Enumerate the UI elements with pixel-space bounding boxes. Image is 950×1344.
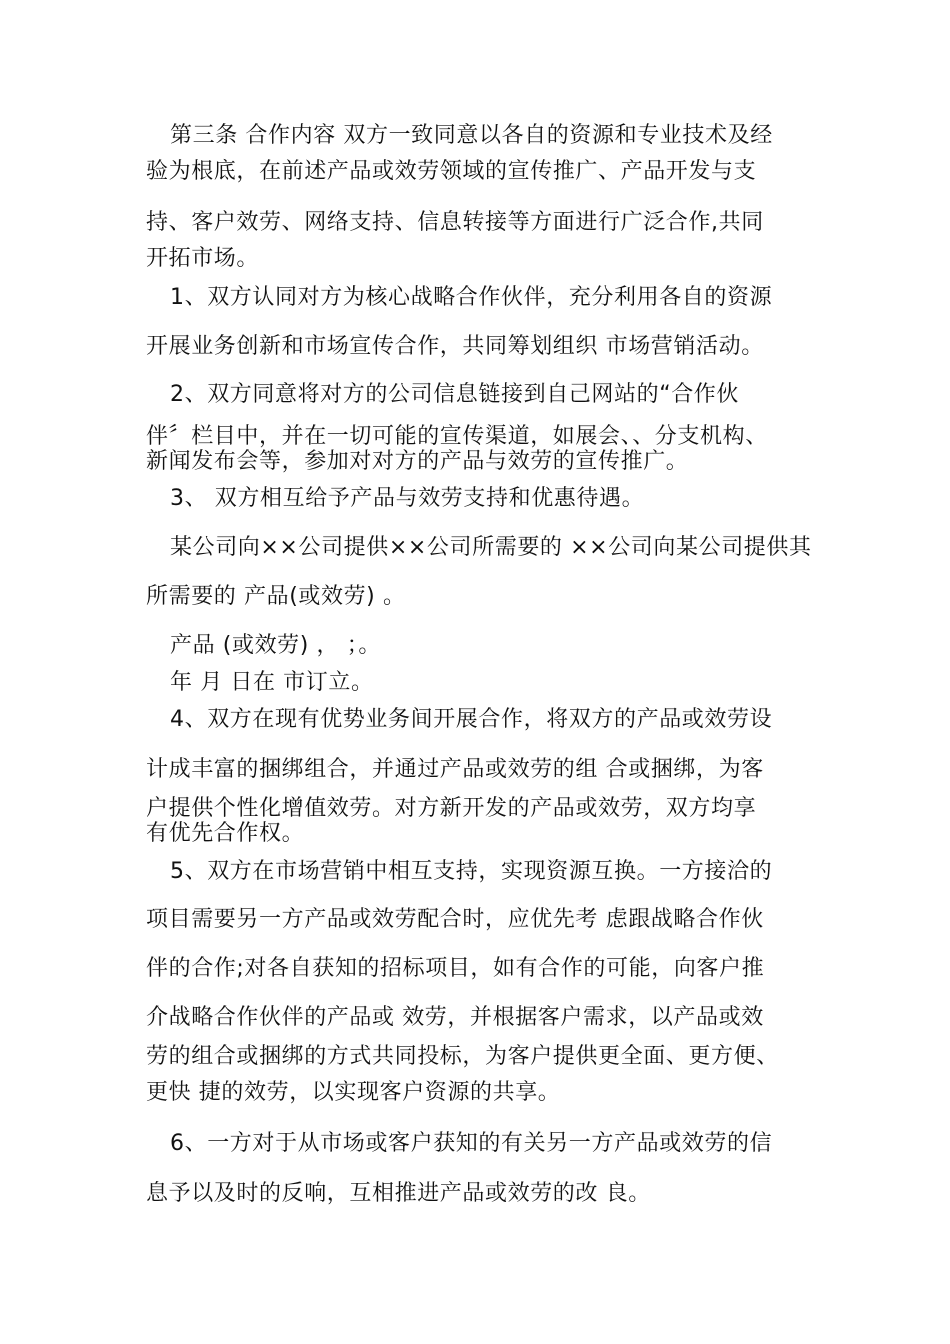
- item-4-line-2: 计成丰富的捆绑组合，并通过产品或效劳的组 合或捆绑，为客: [146, 757, 764, 782]
- article-3-line-2: 验为根底，在前述产品或效劳领域的宣传推广、产品开发与支: [146, 159, 757, 184]
- supply-line-2: 所需要的 产品(或效劳) 。: [146, 584, 406, 609]
- item-2-line-1: 2、双方同意将对方的公司信息链接到自己网站的“合作伙: [170, 382, 739, 407]
- item-5-line-3: 伴的合作;对各自获知的招标项目，如有合作的可能，向客户推: [146, 956, 765, 981]
- item-1-line-1: 1、双方认同对方为核心战略合作伙伴，充分利用各自的资源: [170, 285, 773, 310]
- date-line: 年 月 日在 市订立。: [170, 670, 374, 695]
- item-6-line-1: 6、一方对于从市场或客户获知的有关另一方产品或效劳的信: [170, 1131, 773, 1156]
- item-3-line-1: 3、 双方相互给予产品与效劳支持和优惠待遇。: [170, 486, 645, 511]
- item-1-line-2: 开展业务创新和市场宣传合作，共同筹划组织 市场营销活动。: [146, 334, 764, 359]
- item-2-line-3: 新闻发布会等，参加对对方的产品与效劳的宣传推广。: [146, 449, 689, 474]
- item-6-line-2: 息予以及时的反响，互相推进产品或效劳的改 良。: [146, 1181, 651, 1206]
- item-4-line-1: 4、双方在现有优势业务间开展合作，将双方的产品或效劳设: [170, 707, 773, 732]
- article-3-line-1: 第三条 合作内容 双方一致同意以各自的资源和专业技术及经: [170, 123, 773, 148]
- item-4-line-4: 有优先合作权。: [146, 821, 305, 846]
- item-5-line-2: 项目需要另一方产品或效劳配合时，应优先考 虑跟战略合作伙: [146, 907, 764, 932]
- article-3-line-3: 持、客户效劳、网络支持、信息转接等方面进行广泛合作,共同: [146, 210, 764, 235]
- item-5-line-5: 劳的组合或捆绑的方式共同投标，为客户提供更全面、更方便、: [146, 1044, 779, 1069]
- item-5-line-6: 更快 捷的效劳，以实现客户资源的共享。: [146, 1080, 561, 1105]
- product-line: 产品 (或效劳) ， ；。: [170, 633, 381, 658]
- supply-line-1: 某公司向××公司提供××公司所需要的 ××公司向某公司提供其: [170, 535, 812, 560]
- item-2-line-2: 伴〞栏目中，并在一切可能的宣传渠道，如展会、、分支机构、: [146, 424, 768, 449]
- item-5-line-1: 5、双方在市场营销中相互支持，实现资源互换。一方接洽的: [170, 859, 773, 884]
- item-4-line-3: 户提供个性化增值效劳。对方新开发的产品或效劳，双方均享: [146, 796, 757, 821]
- article-3-line-4: 开拓市场。: [146, 246, 260, 271]
- item-5-line-4: 介战略合作伙伴的产品或 效劳，并根据客户需求，以产品或效: [146, 1005, 764, 1030]
